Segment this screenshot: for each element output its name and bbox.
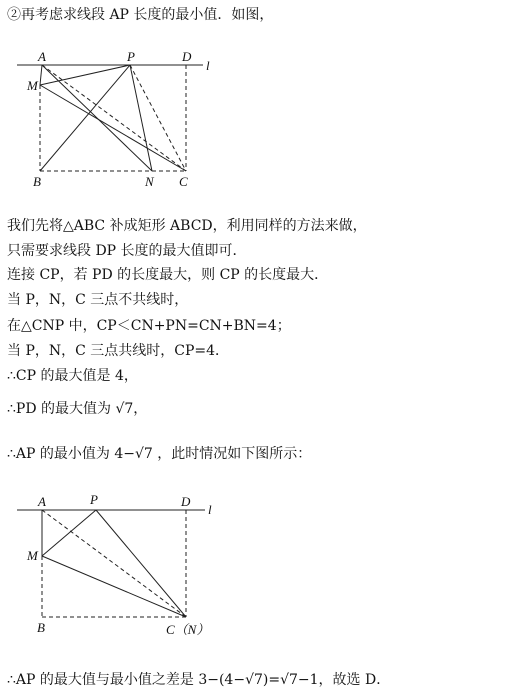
text-line-6: 当 P，N，C 三点共线时，CP=4． xyxy=(7,343,230,359)
step-heading: ②再考虑求线段 AP 长度的最小值．如图， xyxy=(7,7,274,23)
label-d-2: D xyxy=(181,494,191,509)
text-line-4: 当 P，N，C 三点不共线时， xyxy=(7,292,189,308)
label-d: D xyxy=(182,49,192,64)
conclusion-line: ∴AP 的最大值与最小值之差是 3−(4−√7)=√7−1，故选 D． xyxy=(7,672,391,688)
text-line-9: ∴AP 的最小值为 4−√7 ，此时情况如下图所示： xyxy=(7,446,312,462)
label-p: P xyxy=(127,49,135,64)
text-line-7: ∴CP 的最大值是 4， xyxy=(7,368,138,384)
label-n: N xyxy=(145,174,154,189)
label-m-2: M xyxy=(27,548,38,563)
label-c: C xyxy=(179,174,188,189)
label-line-l-2: l xyxy=(208,502,212,517)
label-c-n-2: C（N） xyxy=(166,622,210,637)
label-b-2: B xyxy=(37,620,45,635)
label-p-2: P xyxy=(90,492,98,507)
text-line-2: 只需要求线段 DP 长度的最大值即可． xyxy=(7,243,247,259)
label-a-2: A xyxy=(38,494,46,509)
text-line-3: 连接 CP，若 PD 的长度最大，则 CP 的长度最大． xyxy=(7,267,329,283)
label-a: A xyxy=(38,49,46,64)
text-line-5: 在△CNP 中，CP＜CN+PN=CN+BN=4； xyxy=(7,318,291,334)
label-m: M xyxy=(27,78,38,93)
label-line-l: l xyxy=(206,58,210,73)
text-line-8: ∴PD 的最大值为 √7， xyxy=(7,401,148,417)
label-b: B xyxy=(33,174,41,189)
text-line-1: 我们先将△ABC 补成矩形 ABCD，利用同样的方法来做， xyxy=(7,218,367,234)
